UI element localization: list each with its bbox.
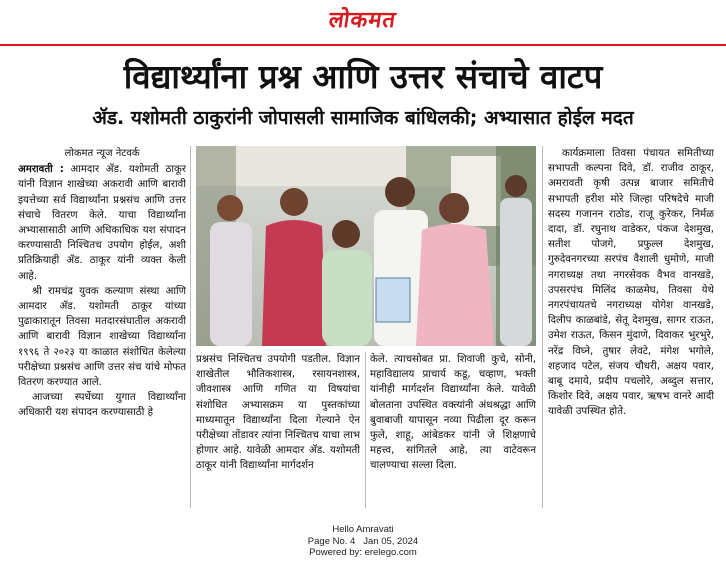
article-paragraph: केले. त्याचसोबत प्रा. शिवाजी कुचे, सोनी, महाविद्यालय प्राचार्य कडू, चव्हाण, भक्ती यांनीही मार्गदर्शन विद्यार्थ्यांना केले. यावेळी बोलताना उपस्थित वक्त्यांनी अंधश्रद्धा आणि बुवाबाजी यापासून नव्या पिढीला दूर करून फुले, शाहू, आंबेडकर यांनी जे शिक्षणाचे महत्त्व, सांगितले आहे, त्या वाटेवरून चालण्याचा सल्ला दिला. <box>370 354 536 472</box>
photo-illustration <box>196 146 536 346</box>
article-column-4 <box>548 146 714 508</box>
column-divider <box>365 352 366 508</box>
page-footer <box>0 524 726 564</box>
article-column-1 <box>18 146 186 508</box>
news-photo <box>196 146 536 346</box>
paragraph-text: आमदार ॲड. यशोमती ठाकूर यांनी विज्ञान शाखेच्या अकरावी आणि बारावी इयत्तेच्या सर्व विद्यार्थ्यांना प्रश्नसंच आणि उत्तर संचाचे वितरण केले. याचा विद्यार्थ्यांना अभ्यासासाठी आणि अधिकाधिक यश संपादन करण्यासाठी निश्चितच उपयोग होईल, अशी प्रतिक्रियाही ॲड. ठाकूर यांनी व्यक्त केली आहे. <box>18 164 186 282</box>
newspaper-logo: लोकमत <box>327 7 399 33</box>
dateline: अमरावती : <box>18 164 64 176</box>
byline: लोकमत न्यूज नेटवर्क <box>64 148 140 159</box>
headline: विद्यार्थ्यांना प्रश्न आणि उत्तर संचाचे वाटप <box>123 57 603 96</box>
subheadline: ॲड. यशोमती ठाकुरांनी जोपासली सामाजिक बांधिलकी; अभ्यासात होईल मदत <box>92 107 634 129</box>
footer-page-date: Page No. 4 Jan 05, 2024 <box>307 535 419 547</box>
footer-powered-by: Powered by: erelego.com <box>309 547 417 558</box>
masthead <box>0 6 726 36</box>
article-column-3 <box>370 352 536 508</box>
article-paragraph: प्रश्नसंच निश्चितच उपयोगी पडतील. विज्ञान शाखेतील भौतिकशास्त्र, रसायनशास्त्र, जीवशास्त्र आणि गणित या विषयांचा संशोधित अभ्यासक्रम या पुस्तकांच्या माध्यमातून विद्यार्थ्यांना दिला गेल्याने ऐन परीक्षेच्या तोंडावर त्यांना निश्चितच याचा लाभ होणार आहे. यावेळी आमदार ॲड. यशोमती ठाकूर यांनी विद्यार्थ्यांना मार्गदर्शन <box>196 354 360 472</box>
article-paragraph: आजच्या स्पर्धेच्या युगात विद्यार्थ्यांना अधिकारी यश संपादन करण्यासाठी हे <box>18 392 186 419</box>
footer-edition: Hello Amravati <box>332 524 394 535</box>
column-divider <box>542 146 543 508</box>
masthead-divider <box>0 44 726 46</box>
article-column-2 <box>196 352 360 508</box>
article-paragraph: श्री रामचंद्र युवक कल्याण संस्था आणि आमदार ॲड. यशोमती ठाकूर यांच्या पुढाकारातून तिवसा मतदारसंघातील अकरावी आणि बारावी विज्ञान शाखेच्या विद्यार्थ्यांना १९९६ ते २०२३ या काळात संशोधित केलेल्या परीक्षेच्या प्रश्नसंच आणि उत्तर संच यांचे मोफत वितरण करण्यात आले. <box>18 285 186 389</box>
article-paragraph <box>18 162 186 284</box>
article-paragraph: कार्यक्रमाला तिवसा पंचायत समितीच्या सभापती कल्पना दिवे, डॉ. राजीव ठाकूर, अमरावती कृषी उत्पन्न बाजार समितीचे सभापती हरीश मोरे जिल्हा परिषदेचे माजी सदस्य गजानन राठोड, राजू कुरेकर, निर्मळ दादा, डॉ. रघुनाथ वाडेकर, पंकज देशमुख, सतीश पोजगे, प्रफुल्ल देशमुख, गुरुदेवनगरच्या सरपंच वैशाली धुमोणे, माजी नगराध्यक्ष तथा नगरसेवक वैभव वानखडे, उपसरपंच मिलिंद काळमेघ, तिवसा येथे नगरपंचायतचे नगराध्यक्ष योगेश वानखडे, दिलीप काळबांडे, सेतू देशमुख, सागर राऊत, उमेश राऊत, किसन मुंदाणे, दिवाकर भुरभुरे, नरेंद्र विघ्ने, तुषार लेवटे, मंगेश भगोले, शहजाद पटेल, संजय चौधरी, अक्षय पवार, बाबू दमाये, प्रदीप पचलोरे, अब्दुल सत्तार, किशोर दिवे, अक्षय पवार, ऋषभ वानरे आदी यावेळी उपस्थित होते. <box>548 148 714 418</box>
column-divider <box>190 146 191 508</box>
